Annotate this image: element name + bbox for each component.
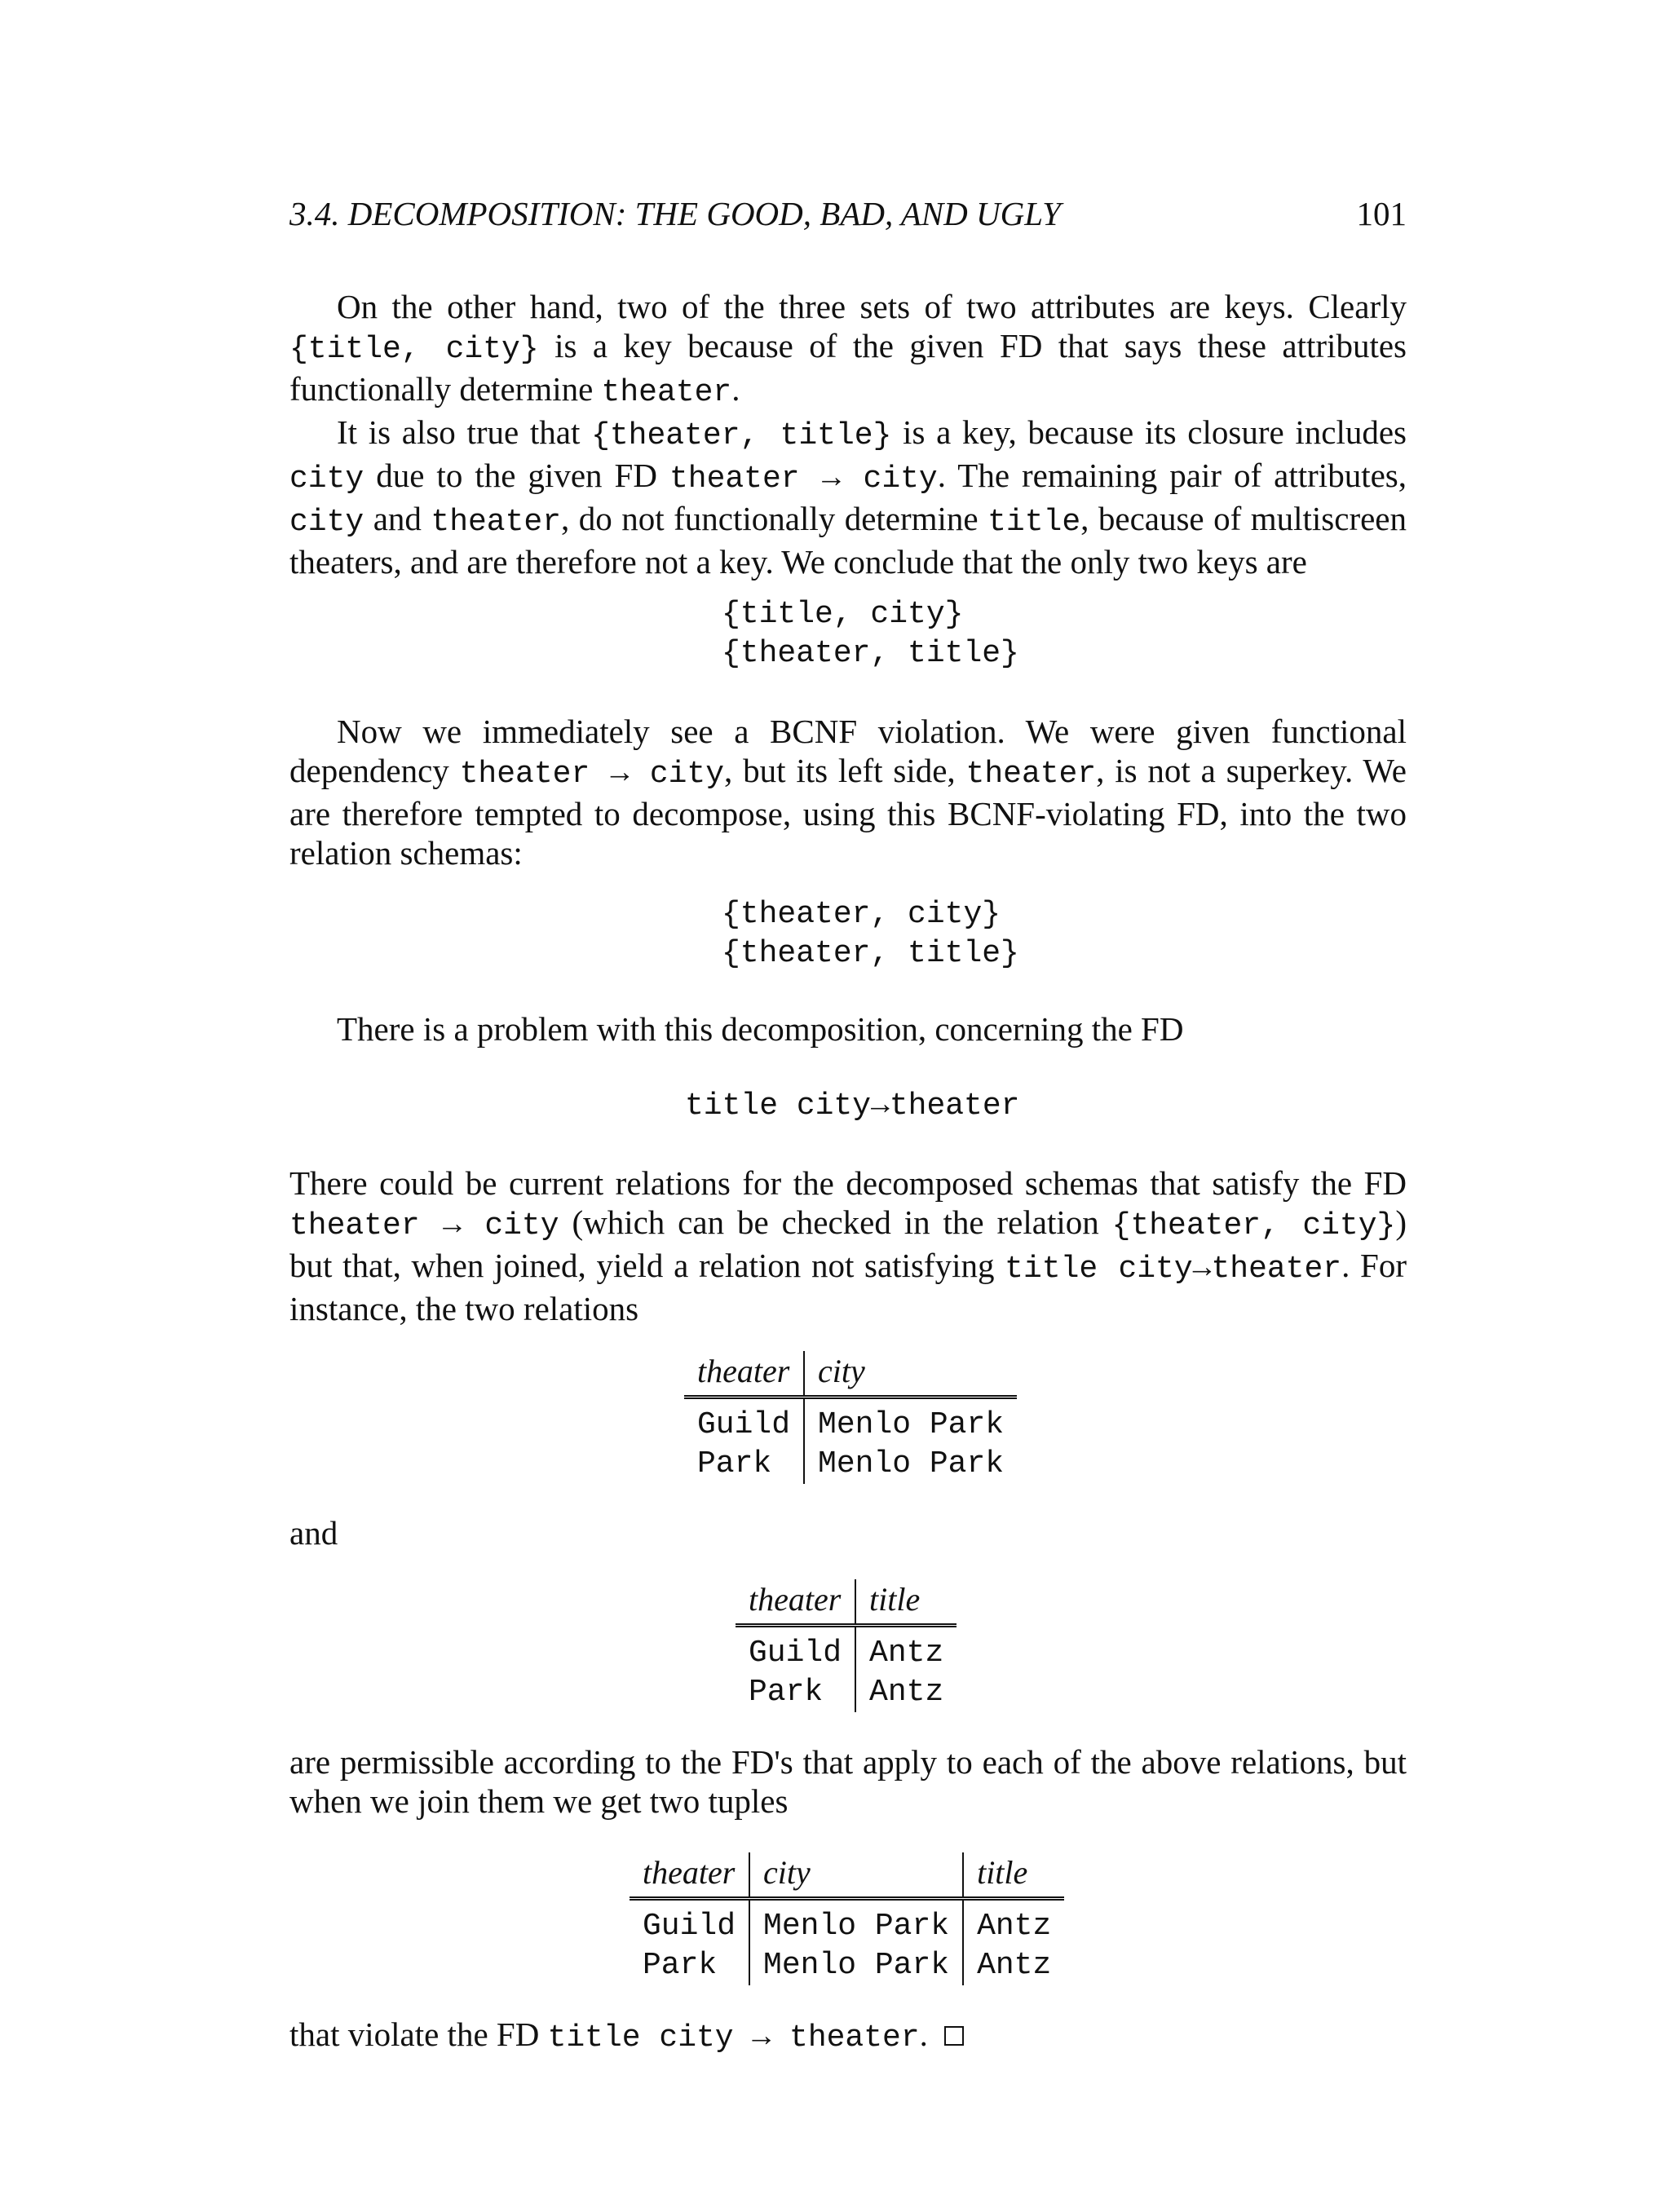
cell: Guild (643, 1909, 736, 1944)
text: There is a problem with this decomposition, concerning the FD (337, 1010, 1184, 1048)
col-header: title (963, 1852, 1064, 1899)
code-inline: theater (965, 757, 1097, 792)
code-inline: theater (431, 505, 562, 540)
code-inline: title (987, 505, 1081, 540)
section-title: 3.4. DECOMPOSITION: THE GOOD, BAD, AND UGLY (289, 195, 1061, 232)
table-row (684, 1445, 1017, 1484)
code-inline: title city → theater (547, 2020, 920, 2055)
paragraph-5 (289, 1163, 1407, 1328)
cell: Park (697, 1446, 772, 1481)
paragraph-4 (289, 1009, 1407, 1049)
col-header: theater (684, 1351, 804, 1397)
text: There could be current relations for the decomposed schemas that satisfy the FD (289, 1164, 1407, 1202)
cell: Antz (963, 1899, 1064, 1947)
text: Now we immediately see a BCNF violation. We were given functional dependency (289, 713, 1407, 789)
text: On the other hand, two of the three sets of two attributes are keys. Clearly (337, 288, 1407, 325)
schemas-display (722, 895, 1019, 974)
code-inline: title city→theater (1005, 1252, 1342, 1287)
keys-display (722, 595, 1019, 673)
paragraph-3 (289, 712, 1407, 872)
relation-table-theater-city (684, 1351, 1017, 1484)
cell: Menlo Park (749, 1899, 963, 1947)
cell: Antz (963, 1946, 1064, 1985)
col-header: theater (630, 1852, 749, 1899)
text: that violate the FD (289, 2016, 548, 2053)
table-row (630, 1946, 1064, 1985)
text: . For instance, the two relations (289, 1247, 1407, 1327)
text: and (364, 500, 431, 537)
cell: Guild (749, 1636, 842, 1671)
table-row (684, 1397, 1017, 1446)
text: . (731, 370, 740, 408)
code-inline: theater → city (669, 461, 938, 497)
text: ) but that, when joined, yield a relation not satisfying (289, 1203, 1407, 1284)
cell: Park (643, 1948, 718, 1983)
schema-2: {theater, title} (722, 936, 1019, 971)
code-inline: {theater, city} (1111, 1208, 1396, 1243)
code-inline: city (289, 461, 364, 497)
text: . The remaining pair of attributes, (937, 457, 1407, 494)
text: . (919, 2016, 928, 2053)
text: , because of multiscreen theaters, and are therefore not a key. We conclude that the only two keys are (289, 500, 1407, 581)
col-header: title (855, 1579, 956, 1626)
paragraph-6 (289, 1742, 1407, 1821)
fd-display: title city→theater (685, 1088, 1020, 1124)
joined-relation-table (630, 1852, 1064, 1985)
text: , but its left side, (724, 752, 966, 789)
running-header (289, 192, 1407, 235)
schema-1: {theater, city} (722, 897, 1001, 932)
cell: Menlo Park (804, 1397, 1017, 1446)
col-header: city (749, 1852, 963, 1899)
text: is a key because of the given FD that says these attributes functionally determine (289, 327, 1407, 408)
text: It is also true that (337, 413, 592, 451)
text: due to the given FD (364, 457, 669, 494)
qed-square-icon (944, 2026, 964, 2046)
code-inline: theater → city (289, 1208, 559, 1243)
text: are permissible according to the FD's that apply to each of the above relations, but when we join them we get two tuples (289, 1743, 1407, 1820)
col-header: city (804, 1351, 1017, 1397)
cell: Guild (697, 1407, 791, 1442)
key-1: {title, city} (722, 597, 964, 632)
code-inline: theater (601, 375, 732, 410)
col-header: theater (736, 1579, 855, 1626)
paragraph-1 (289, 287, 1407, 581)
cell: Park (749, 1675, 824, 1710)
cell: Menlo Park (804, 1445, 1017, 1484)
and-text: and (289, 1514, 338, 1552)
text: (which can be checked in the relation (559, 1203, 1112, 1241)
key-2: {theater, title} (722, 636, 1019, 671)
table-row (630, 1899, 1064, 1947)
text: is a key, because its closure includes (891, 413, 1407, 451)
code-inline: {title, city} (289, 332, 539, 367)
text: , is not a superkey. We are therefore tempted to decompose, using this BCNF-violating FD, into the two relation schemas: (289, 752, 1407, 872)
cell: Antz (855, 1673, 956, 1712)
table-row (736, 1626, 956, 1674)
cell: Antz (855, 1626, 956, 1674)
final-sentence (289, 2015, 1407, 2058)
text: , do not functionally determine (561, 500, 988, 537)
cell: Menlo Park (749, 1946, 963, 1985)
relation-table-theater-title (736, 1579, 956, 1712)
code-inline: city (289, 505, 364, 540)
code-inline: {theater, title} (591, 418, 892, 453)
table-row (736, 1673, 956, 1712)
page-number: 101 (1356, 195, 1407, 232)
code-inline: theater → city (459, 757, 725, 792)
